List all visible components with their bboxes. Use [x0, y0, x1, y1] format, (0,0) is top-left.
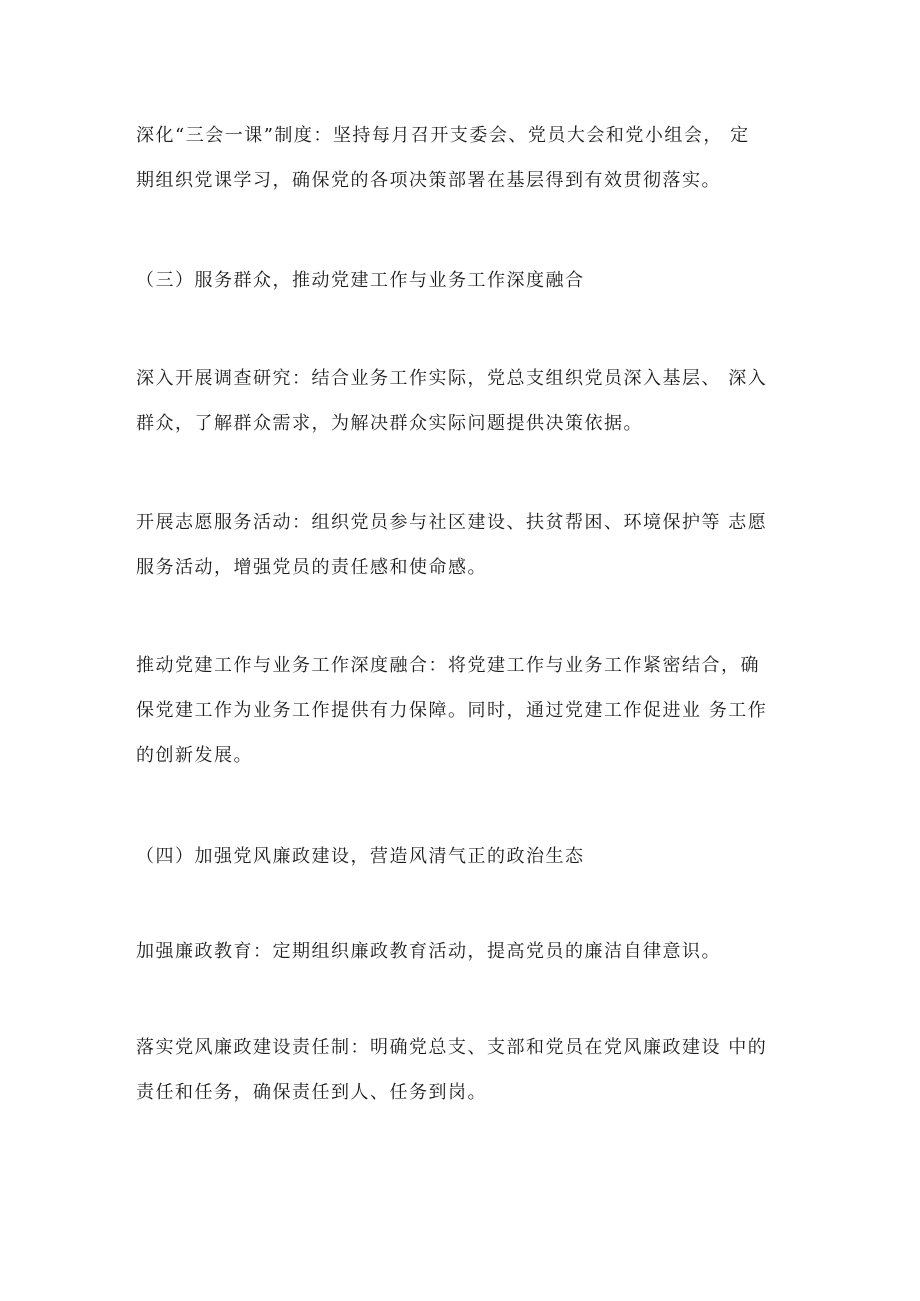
text-line: 落实党风廉政建设责任制：明确党总支、支部和党员在党风廉政建设 中的: [136, 1037, 768, 1058]
text-line: 推动党建工作与业务工作深度融合：将党建工作与业务工作紧密结合，确: [136, 655, 760, 676]
paragraph-volunteer: [136, 500, 796, 590]
text-line: 的创新发展。: [136, 745, 253, 766]
text-line: 深化“三会一课”制度：坚持每月召开支委会、党员大会和党小组会， 定: [136, 125, 750, 146]
paragraph-responsibility: [136, 1025, 796, 1115]
paragraph-integrity-education: [136, 929, 796, 974]
text-line: 开展志愿服务活动：组织党员参与社区建设、扶贫帮困、环境保护等 志愿: [136, 512, 768, 533]
text-line: 深入开展调查研究：结合业务工作实际，党总支组织党员深入基层、 深入: [136, 368, 768, 389]
paragraph-three-meetings: [136, 113, 796, 203]
text-line: 期组织党课学习，确保党的各项决策部署在基层得到有效贯彻落实。: [136, 170, 721, 191]
section-heading-3: （三）服务群众，推动党建工作与业务工作深度融合: [136, 270, 585, 291]
paragraph-integration: [136, 643, 796, 778]
text-line: 加强廉政教育：定期组织廉政教育活动，提高党员的廉洁自律意识。: [136, 941, 721, 962]
text-line: 群众，了解群众需求，为解决群众实际问题提供决策依据。: [136, 413, 643, 434]
text-line: 保党建工作为业务工作提供有力保障。同时，通过党建工作促进业 务工作: [136, 700, 768, 721]
text-line: 服务活动，增强党员的责任感和使命感。: [136, 557, 487, 578]
text-line: 责任和任务，确保责任到人、任务到岗。: [136, 1082, 487, 1103]
section-heading-4: （四）加强党风廉政建设，营造风清气正的政治生态: [136, 846, 585, 867]
paragraph-research: [136, 356, 796, 446]
